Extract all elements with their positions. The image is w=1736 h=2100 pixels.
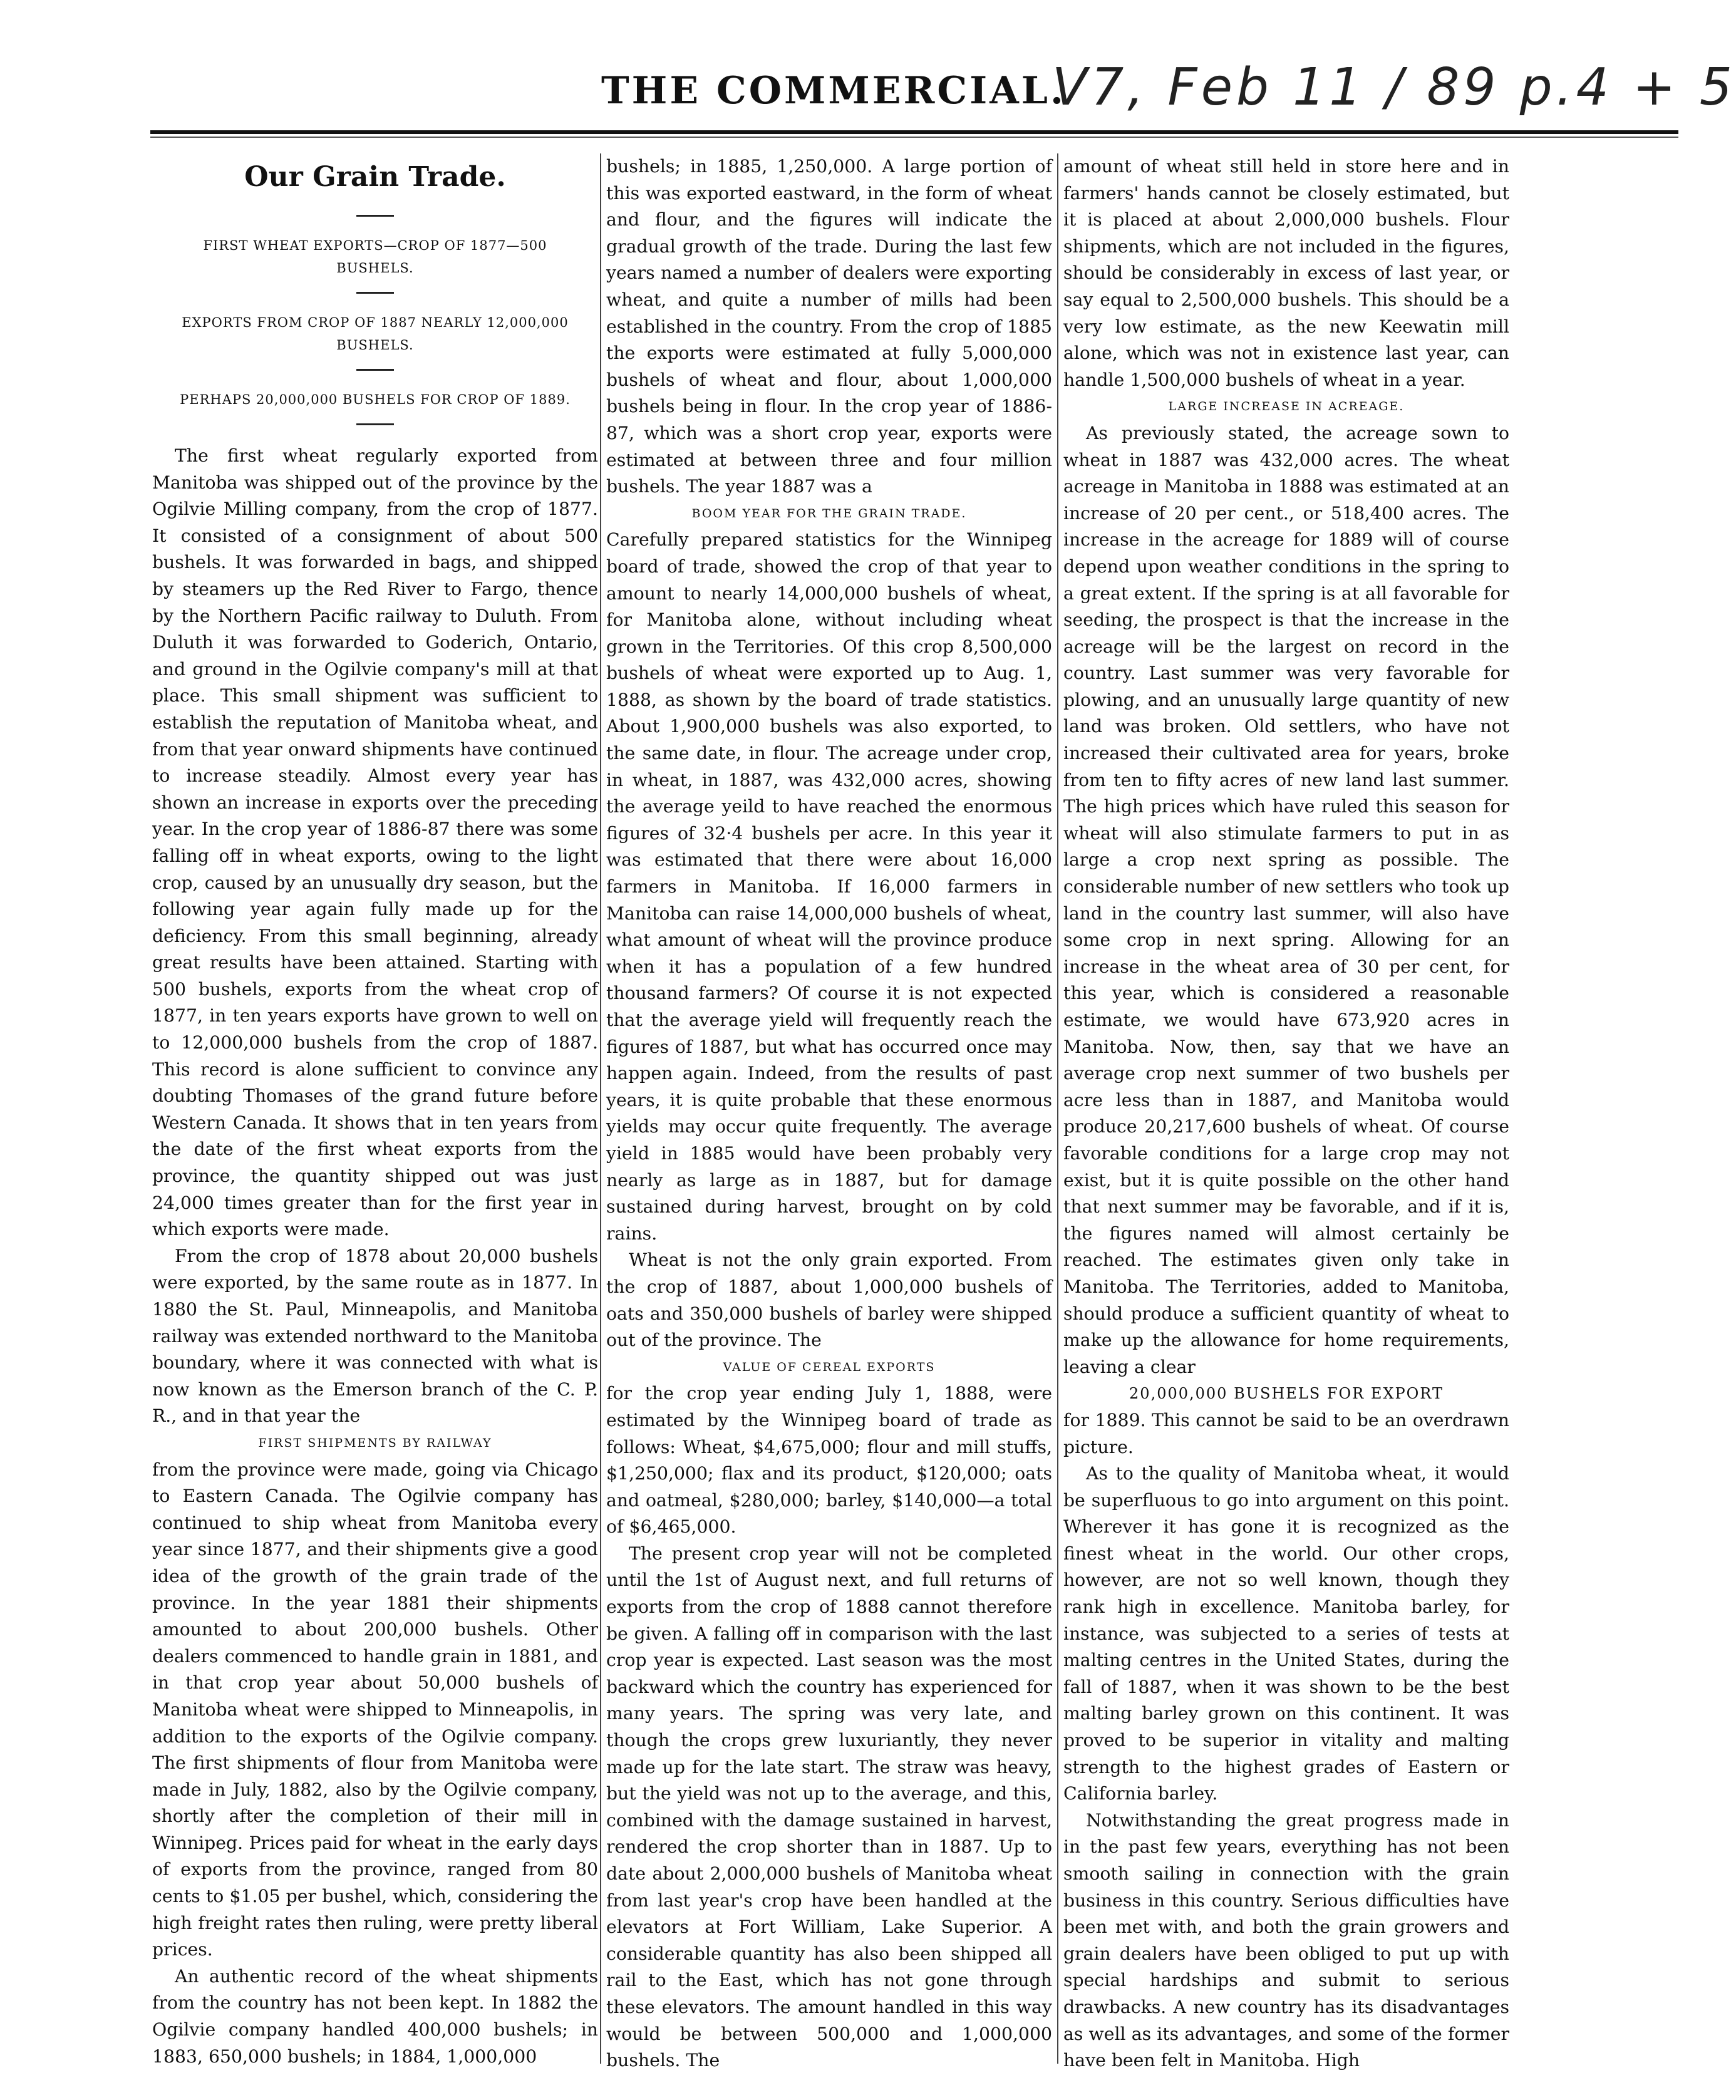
- article-deck: EXPORTS FROM CROP OF 1887 NEARLY 12,000,000 BUSHELS.: [182, 315, 569, 353]
- article-deck: PERHAPS 20,000,000 BUSHELS FOR CROP OF 1889.: [180, 392, 571, 407]
- column-divider: [1057, 153, 1058, 2064]
- deck-rule: [356, 292, 394, 294]
- page-header: [0, 0, 1736, 132]
- paragraph: An authentic record of the wheat shipments from the country has not been kept. In 1882 the Ogilvie company handled 400,000 bushels; in 1883, 650,000 bushels; in 1884, 1,000,000: [152, 1965, 598, 2067]
- article-title: Our Grain Trade.: [244, 161, 506, 193]
- subheading: LARGE INCREASE IN ACREAGE.: [1168, 400, 1405, 414]
- paragraph: As to the quality of Manitoba wheat, it would be superfluous to go into argument on this point. Wherever it has gone it is recognized as the finest wheat in the world. Our other crops, however, are not so well known, though they rank high in excellence. Manitoba barley, for instance, was subjected to a series of tests at malting centres in the United States, during the fall of 1887, when it was shown to be the best malting barley grown on this continent. It was proved to be superior in vitality and malting strength to the highest grades of Eastern or California barley.: [1063, 1463, 1509, 1804]
- paragraph: amount of wheat still held in store here and in farmers' hands cannot be closely estimated, but it is placed at about 2,000,000 bushels. Flour shipments, which are not included in the figures, should be considerably in excess of last year, or say equal to 2,500,000 bushels. This should be a very low estimate, as the new Keewatin mill alone, which was not in existence last year, can handle 1,500,000 bushels of wheat in a year.: [1063, 156, 1509, 390]
- masthead: THE COMMERCIAL.: [601, 69, 1066, 113]
- paragraph: Wheat is not the only grain exported. From the crop of 1887, about 1,000,000 bushels of oats and 350,000 bushels of barley were shipped out of the province. The: [606, 1249, 1052, 1351]
- header-rule-thin: [150, 137, 1678, 138]
- column-2: [606, 153, 1052, 2071]
- subheading: VALUE OF CEREAL EXPORTS: [723, 1360, 936, 1374]
- column-1: [152, 153, 598, 2067]
- paragraph: Carefully prepared statistics for the Winnipeg board of trade, showed the crop of that year to amount to nearly 14,000,000 bushels of wheat, for Manitoba alone, without including wheat grown in the Territories. Of this crop 8,500,000 bushels of wheat were exported up to Aug. 1, 1888, as shown by the board of trade statistics. About 1,900,000 bushels was also exported, to the same date, in flour. The acreage under crop, in wheat, in 1887, was 432,000 acres, showing the average yeild to have reached the enormous figures of 32·4 bushels per acre. In this year it was estimated that there were about 16,000 farmers in Manitoba. If 16,000 farmers in Manitoba can raise 14,000,000 bushels of wheat, what amount of wheat will the province produce when it has a population of a few hundred thousand farmers? Of course it is not expected that the average yield will frequently reach the figures of 1887, but what has occurred once may happen again. Indeed, from the results of past years, it is quite probable that these enormous yields may occur quite frequently. The average yield in 1885 would have been probably very nearly as large as in 1887, but for damage sustained during harvest, brought on by cold rains.: [606, 529, 1052, 1244]
- handwritten-annotation: V7, Feb 11 / 89 p.4 + 5: [1052, 58, 1736, 117]
- header-rule: [150, 130, 1678, 134]
- paragraph: From the crop of 1878 about 20,000 bushels were exported, by the same route as in 1877. In 1880 the St. Paul, Minneapolis, and Manitoba railway was extended northward to the Manitoba boundary, where it was connected with what is now known as the Emerson branch of the C. P. R., and in that year the: [152, 1245, 598, 1427]
- paragraph: for 1889. This cannot be said to be an overdrawn picture.: [1063, 1409, 1509, 1457]
- paragraph: bushels; in 1885, 1,250,000. A large portion of this was exported eastward, in the form of wheat and flour, and the figures will indicate the gradual growth of the trade. During the last few years named a number of dealers were exporting wheat, and quite a number of mills had been established in the country. From the crop of 1885 the exports were estimated at fully 5,000,000 bushels of wheat and flour, about 1,000,000 bushels being in flour. In the crop year of 1886-87, which was a short crop year, exports were estimated at between three and four million bushels. The year 1887 was a: [606, 156, 1052, 497]
- paragraph: The present crop year will not be completed until the 1st of August next, and full returns of exports from the crop of 1888 cannot therefore be given. A falling off in comparison with the last crop year is expected. Last season was the most backward which the country has experienced for many years. The spring was very late, and though the crops grew luxuriantly, they never made up for the late start. The straw was heavy, but the yield was not up to the average, and this, combined with the damage sustained in harvest, rendered the crop shorter than in 1887. Up to date about 2,000,000 bushels of Manitoba wheat from last year's crop have been handled at the elevators at Fort William, Lake Superior. A considerable quantity has also been shipped all rail to the East, which has not gone through these elevators. The amount handled in this way would be between 500,000 and 1,000,000 bushels. The: [606, 1543, 1052, 2071]
- paragraph: from the province were made, going via Chicago to Eastern Canada. The Ogilvie company has continued to ship wheat from Manitoba every year since 1877, and their shipments give a good idea of the growth of the grain trade of the province. In the year 1881 their shipments amounted to about 200,000 bushels. Other dealers commenced to handle grain in 1881, and in that crop year about 50,000 bushels of Manitoba wheat were shipped to Minneapolis, in addition to the exports of the Ogilvie company. The first shipments of flour from Manitoba were made in July, 1882, also by the Ogilvie company, shortly after the completion of their mill in Winnipeg. Prices paid for wheat in the early days of exports from the province, ranged from 80 cents to $1.05 per bushel, which, considering the high freight rates then ruling, were pretty liberal prices.: [152, 1459, 598, 1960]
- deck-rule: [356, 215, 394, 217]
- deck-rule: [356, 423, 394, 425]
- subheading: FIRST SHIPMENTS BY RAILWAY: [258, 1435, 492, 1450]
- subheading: 20,000,000 BUSHELS FOR EXPORT: [1129, 1385, 1444, 1403]
- paragraph: for the crop year ending July 1, 1888, were estimated by the Winnipeg board of trade as follows: Wheat, $4,675,000; flour and mill stuffs, $1,250,000; flax and its product, $120,000; oats and oatmeal, $280,000; barley, $140,000—a total of $6,465,000.: [606, 1383, 1052, 1538]
- column-3: [1063, 153, 1509, 2071]
- subheading: BOOM YEAR FOR THE GRAIN TRADE.: [691, 506, 967, 520]
- deck-rule: [356, 369, 394, 371]
- paragraph: As previously stated, the acreage sown to wheat in 1887 was 432,000 acres. The wheat acreage in Manitoba in 1888 was estimated at an increase of 20 per cent., or 518,400 acres. The increase in the acreage for 1889 will of course depend upon weather conditions in the spring to a great extent. If the spring is at all favorable for seeding, the prospect is that the increase in the acreage will be the largest on record in the country. Last summer was very favorable for plowing, and an unusually large quantity of new land was broken. Old settlers, who have not increased their cultivated area for years, broke from ten to fifty acres of new land last summer. The high prices which have ruled this season for wheat will also stimulate farmers to put in as large a crop next spring as possible. The considerable number of new settlers who took up land in the country last summer, will also have some crop in next spring. Allowing for an increase in the wheat area of 30 per cent, for this year, which is considered a reasonable estimate, we would have 673,920 acres in Manitoba. Now, then, say that we have an average crop next summer of two bushels per acre less than in 1887, and Manitoba would produce 20,217,600 bushels of wheat. Of course favorable conditions for a large crop may not exist, but it is quite possible on the other hand that next summer may be favorable, and if it is, the figures named will almost certainly be reached. The estimates given only take in Manitoba. The Territories, added to Manitoba, should produce a sufficient quantity of wheat to make up the allowance for home requirements, leaving a clear: [1063, 422, 1509, 1377]
- article-deck: FIRST WHEAT EXPORTS—CROP OF 1877—500 BUSHELS.: [203, 238, 547, 276]
- paragraph: Notwithstanding the great progress made in in the past few years, everything has not been smooth sailing in connection with the grain business in this country. Serious difficulties have been met with, and both the grain growers and grain dealers have been obliged to put up with special hardships and submit to serious drawbacks. A new country has its disadvantages as well as its advantages, and some of the former have been felt in Manitoba. High: [1063, 1809, 1509, 2071]
- column-divider: [600, 153, 601, 2064]
- paragraph: The first wheat regularly exported from Manitoba was shipped out of the province by the Ogilvie Milling company, from the crop of 1877. It consisted of a consignment of about 500 bushels. It was forwarded in bags, and shipped by steamers up the Red River to Fargo, thence by the Northern Pacific railway to Duluth. From Duluth it was forwarded to Goderich, Ontario, and ground in the Ogilvie company's mill at that place. This small shipment was sufficient to establish the reputation of Manitoba wheat, and from that year onward shipments have continued to increase steadily. Almost every year has shown an increase in exports over the preceding year. In the crop year of 1886-87 there was some falling off in wheat exports, owing to the light crop, caused by an unusually dry season, but the following year again fully made up for the deficiency. From this small beginning, already great results have been attained. Starting with 500 bushels, exports from the wheat crop of 1877, in ten years exports have grown to well on to 12,000,000 bushels from the crop of 1887. This record is alone sufficient to convince any doubting Thomases of the grand future before Western Canada. It shows that in ten years from the date of the first wheat exports from the province, the quantity shipped out was just 24,000 times greater than for the first year in which exports were made.: [152, 445, 598, 1240]
